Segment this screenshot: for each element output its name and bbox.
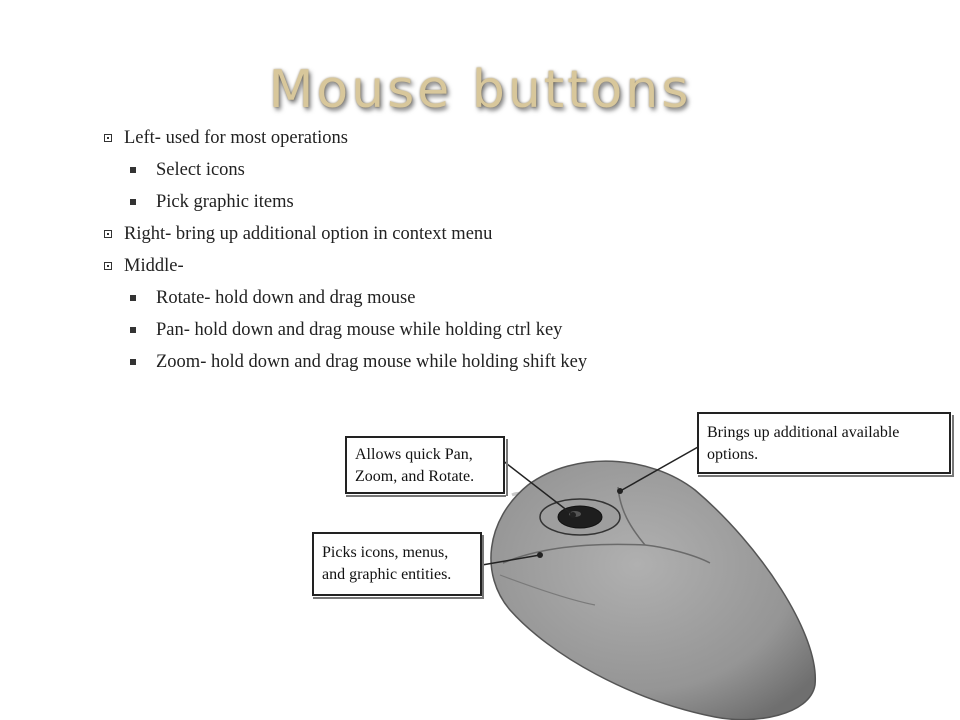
callout-text: Brings up additional available: [707, 424, 900, 441]
bullet-text: Pan- hold down and drag mouse while holding ctrl key: [156, 320, 563, 340]
callout-text: Zoom, and Rotate.: [355, 468, 475, 485]
leader-dot: [570, 512, 576, 518]
callout-middle-button: [346, 437, 507, 496]
mouse-body: [491, 461, 815, 720]
callout-text: and graphic entities.: [322, 566, 452, 583]
bullet-text: Rotate- hold down and drag mouse: [156, 288, 416, 308]
mouse-diagram: [300, 395, 960, 720]
bullet-text: Left- used for most operations: [124, 128, 348, 148]
callout-left-button: [313, 533, 484, 598]
filled-square-bullet-icon: [130, 167, 136, 173]
slide-title: Mouse buttons: [268, 60, 692, 120]
square-bullet-icon: [104, 230, 112, 238]
square-bullet-icon: [104, 134, 112, 142]
filled-square-bullet-icon: [130, 359, 136, 365]
leader-dot: [617, 488, 623, 494]
filled-square-bullet-icon: [130, 327, 136, 333]
filled-square-bullet-icon: [130, 199, 136, 205]
filled-square-bullet-icon: [130, 295, 136, 301]
square-bullet-icon: [104, 262, 112, 270]
callout-text: options.: [707, 446, 759, 463]
bullet-text: Right- bring up additional option in context menu: [124, 224, 493, 244]
callout-text: Picks icons, menus,: [322, 544, 449, 561]
bullet-text: Middle-: [124, 256, 184, 276]
callout-text: Allows quick Pan,: [355, 446, 473, 463]
bullet-text: Pick graphic items: [156, 192, 294, 212]
callout-right-button: [698, 413, 954, 476]
leader-dot: [537, 552, 543, 558]
bullet-text: Select icons: [156, 160, 245, 180]
bullet-text: Zoom- hold down and drag mouse while holding shift key: [156, 352, 588, 372]
